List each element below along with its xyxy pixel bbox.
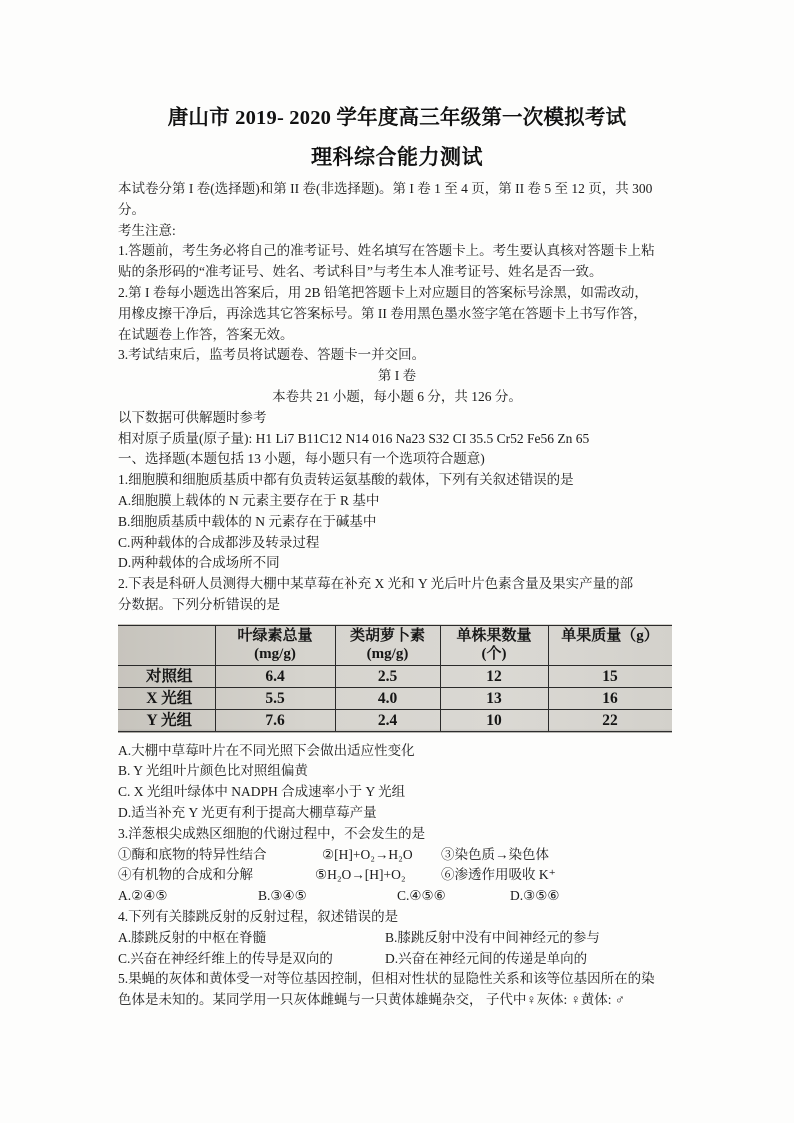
table-cell: 4.0: [335, 687, 440, 709]
column-name: 单株果数量: [456, 627, 532, 644]
question-2-option-d: D.适当补充 Y 光更有利于提高大棚草莓产量: [118, 804, 377, 820]
question-3-item: ②[H]+O₂→H₂O: [322, 846, 413, 862]
question-4-option-d: D.兴奋在神经元间的传递是单向的: [385, 950, 588, 966]
row-group-label: Y 光组: [118, 709, 215, 731]
question-3-item: ④有机物的合成和分解: [118, 867, 253, 883]
question-2-stem: 2.下表是科研人员测得大棚中某草莓在补充 X 光和 Y 光后叶片色素含量及果实产量的部: [118, 576, 634, 592]
intro-line: 本试卷分第 I 卷(选择题)和第 II 卷(非选择题)。第 I 卷 1 至 4 页，第 II 卷 5 至 12 页，共 300: [118, 181, 653, 196]
notice-line: 贴的条形码的“准考证号、姓名、考试科目”与考生本人准考证号、姓名是否一致。: [118, 264, 603, 280]
column-unit: (mg/g): [254, 645, 296, 662]
question-4-option-b: B.膝跳反射中没有中间神经元的参与: [385, 929, 600, 945]
question-3-stem: 3.洋葱根尖成熟区细胞的代谢过程中，不会发生的是: [118, 825, 426, 841]
notice-line: 用橡皮擦干净后，再涂选其它答案标号。第 II 卷用黑色墨水签字笔在答题卡上书写作答，: [118, 305, 647, 321]
question-5-stem: 5.果蝇的灰体和黄体受一对等位基因控制，但相对性状的显隐性关系和该等位基因所在的染: [118, 971, 655, 987]
exam-title: 唐山市 2019- 2020 学年度高三年级第一次模拟考试: [167, 107, 627, 129]
table-cell: 10: [440, 709, 548, 731]
notice-line: 3.考试结束后，监考员将试题卷、答题卡一并交回。: [118, 347, 426, 363]
exam-subtitle: 理科综合能力测试: [311, 145, 483, 169]
question-4-options-row: [118, 928, 676, 949]
table-cell: 6.4: [215, 665, 335, 687]
question-2-stem: 分数据。下列分析错误的是: [118, 596, 280, 612]
table-cell: 5.5: [215, 687, 335, 709]
question-1-option-d: D.两种载体的合成场所不同: [118, 555, 280, 571]
table-cell: 13: [440, 687, 548, 709]
question-3-item: ⑤H₂O→[H]+O₂: [315, 867, 406, 883]
section-heading: 一、选择题(本题包括 13 小题，每小题只有一个选项符合题意): [118, 451, 485, 467]
question-3-option-c: C.④⑤⑥: [397, 888, 446, 904]
column-name: 叶绿素总量: [237, 627, 313, 644]
row-group-label: 对照组: [118, 665, 215, 687]
table-row: [118, 709, 672, 731]
table-cell: 2.5: [335, 665, 440, 687]
notice-line: 2.第 I 卷每小题选出答案后，用 2B 铅笔把答题卡上对应题目的答案标号涂黑，如需改动，: [118, 284, 648, 300]
notice-line: 1.答题前，考生务必将自己的准考证号、姓名填写在答题卡上。考生要认真核对答题卡上粘: [118, 243, 655, 259]
exam-body: [118, 179, 676, 1011]
question-3-option-b: B.③④⑤: [258, 888, 307, 904]
question-3-options-row: [118, 886, 676, 907]
question-3-item: ⑥渗透作用吸收 K⁺: [441, 867, 556, 883]
question-2-option-a: A.大棚中草莓叶片在不同光照下会做出适应性变化: [118, 742, 415, 758]
row-group-label: X 光组: [118, 687, 215, 709]
table-cell: 16: [548, 687, 672, 709]
notice-label: 考生注意:: [118, 222, 176, 238]
table-header-cell: [215, 625, 335, 665]
table-cell: 7.6: [215, 709, 335, 731]
table-cell: 15: [548, 665, 672, 687]
table-header-row: [118, 625, 672, 665]
table-cell: 12: [440, 665, 548, 687]
reference-heading: 以下数据可供解题时参考: [118, 409, 267, 425]
question-2-table: [118, 625, 672, 732]
question-3-item: ①酶和底物的特异性结合: [118, 846, 267, 862]
table-cell: 22: [548, 709, 672, 731]
question-2-option-b: B. Y 光组叶片颜色比对照组偏黄: [118, 763, 308, 779]
question-4-option-a: A.膝跳反射的中枢在脊髓: [118, 929, 267, 945]
table-row: [118, 665, 672, 687]
question-1-option-c: C.两种载体的合成都涉及转录过程: [118, 534, 320, 550]
question-1-option-a: A.细胞膜上载体的 N 元素主要存在于 R 基中: [118, 492, 380, 508]
question-4-option-c: C.兴奋在神经纤维上的传导是双向的: [118, 950, 333, 966]
question-1-option-b: B.细胞质基质中载体的 N 元素存在于碱基中: [118, 513, 377, 529]
volume-title: 第 I 卷: [377, 368, 417, 384]
atomic-masses: 相对原子质量(原子量): H1 Li7 B11C12 N14 016 Na23 S32 CI 35.5 Cr52 Fe56 Zn 65: [118, 430, 590, 446]
column-name: 类胡萝卜素: [349, 627, 425, 644]
question-3-items-row: [118, 845, 676, 866]
question-4-stem: 4.下列有关膝跳反射的反射过程，叙述错误的是: [118, 908, 399, 924]
column-unit: (mg/g): [366, 645, 409, 662]
question-2-table-photo: [118, 624, 672, 733]
question-3-option-d: D.③⑤⑥: [510, 888, 560, 904]
volume-summary: 本卷共 21 小题，每小题 6 分，共 126 分。: [272, 388, 522, 404]
question-2-option-c: C. X 光组叶绿体中 NADPH 合成速率小于 Y 光组: [118, 784, 406, 800]
question-3-items-row: [118, 865, 676, 886]
intro-line: 分。: [118, 201, 145, 217]
table-row: [118, 687, 672, 709]
table-header-cell: [440, 625, 548, 665]
column-name: 单果质量（g）: [561, 627, 659, 644]
column-unit: (个): [481, 645, 507, 662]
table-header-empty: [118, 625, 215, 665]
notice-line: 在试题卷上作答，答案无效。: [118, 326, 294, 342]
question-1-stem: 1.细胞膜和细胞质基质中都有负责转运氨基酸的载体，下列有关叙述错误的是: [118, 472, 574, 488]
table-header-cell: [548, 625, 672, 665]
question-3-option-a: A.②④⑤: [118, 888, 168, 904]
question-5-stem: 色体是未知的。某同学用一只灰体雌蝇与一只黄体雄蝇杂交， 子代中♀灰体: ♀黄体: ♂: [118, 992, 626, 1008]
table-cell: 2.4: [335, 709, 440, 731]
table-header-cell: [335, 625, 440, 665]
question-4-options-row: [118, 949, 676, 970]
question-3-item: ③染色质→染色体: [441, 846, 549, 862]
